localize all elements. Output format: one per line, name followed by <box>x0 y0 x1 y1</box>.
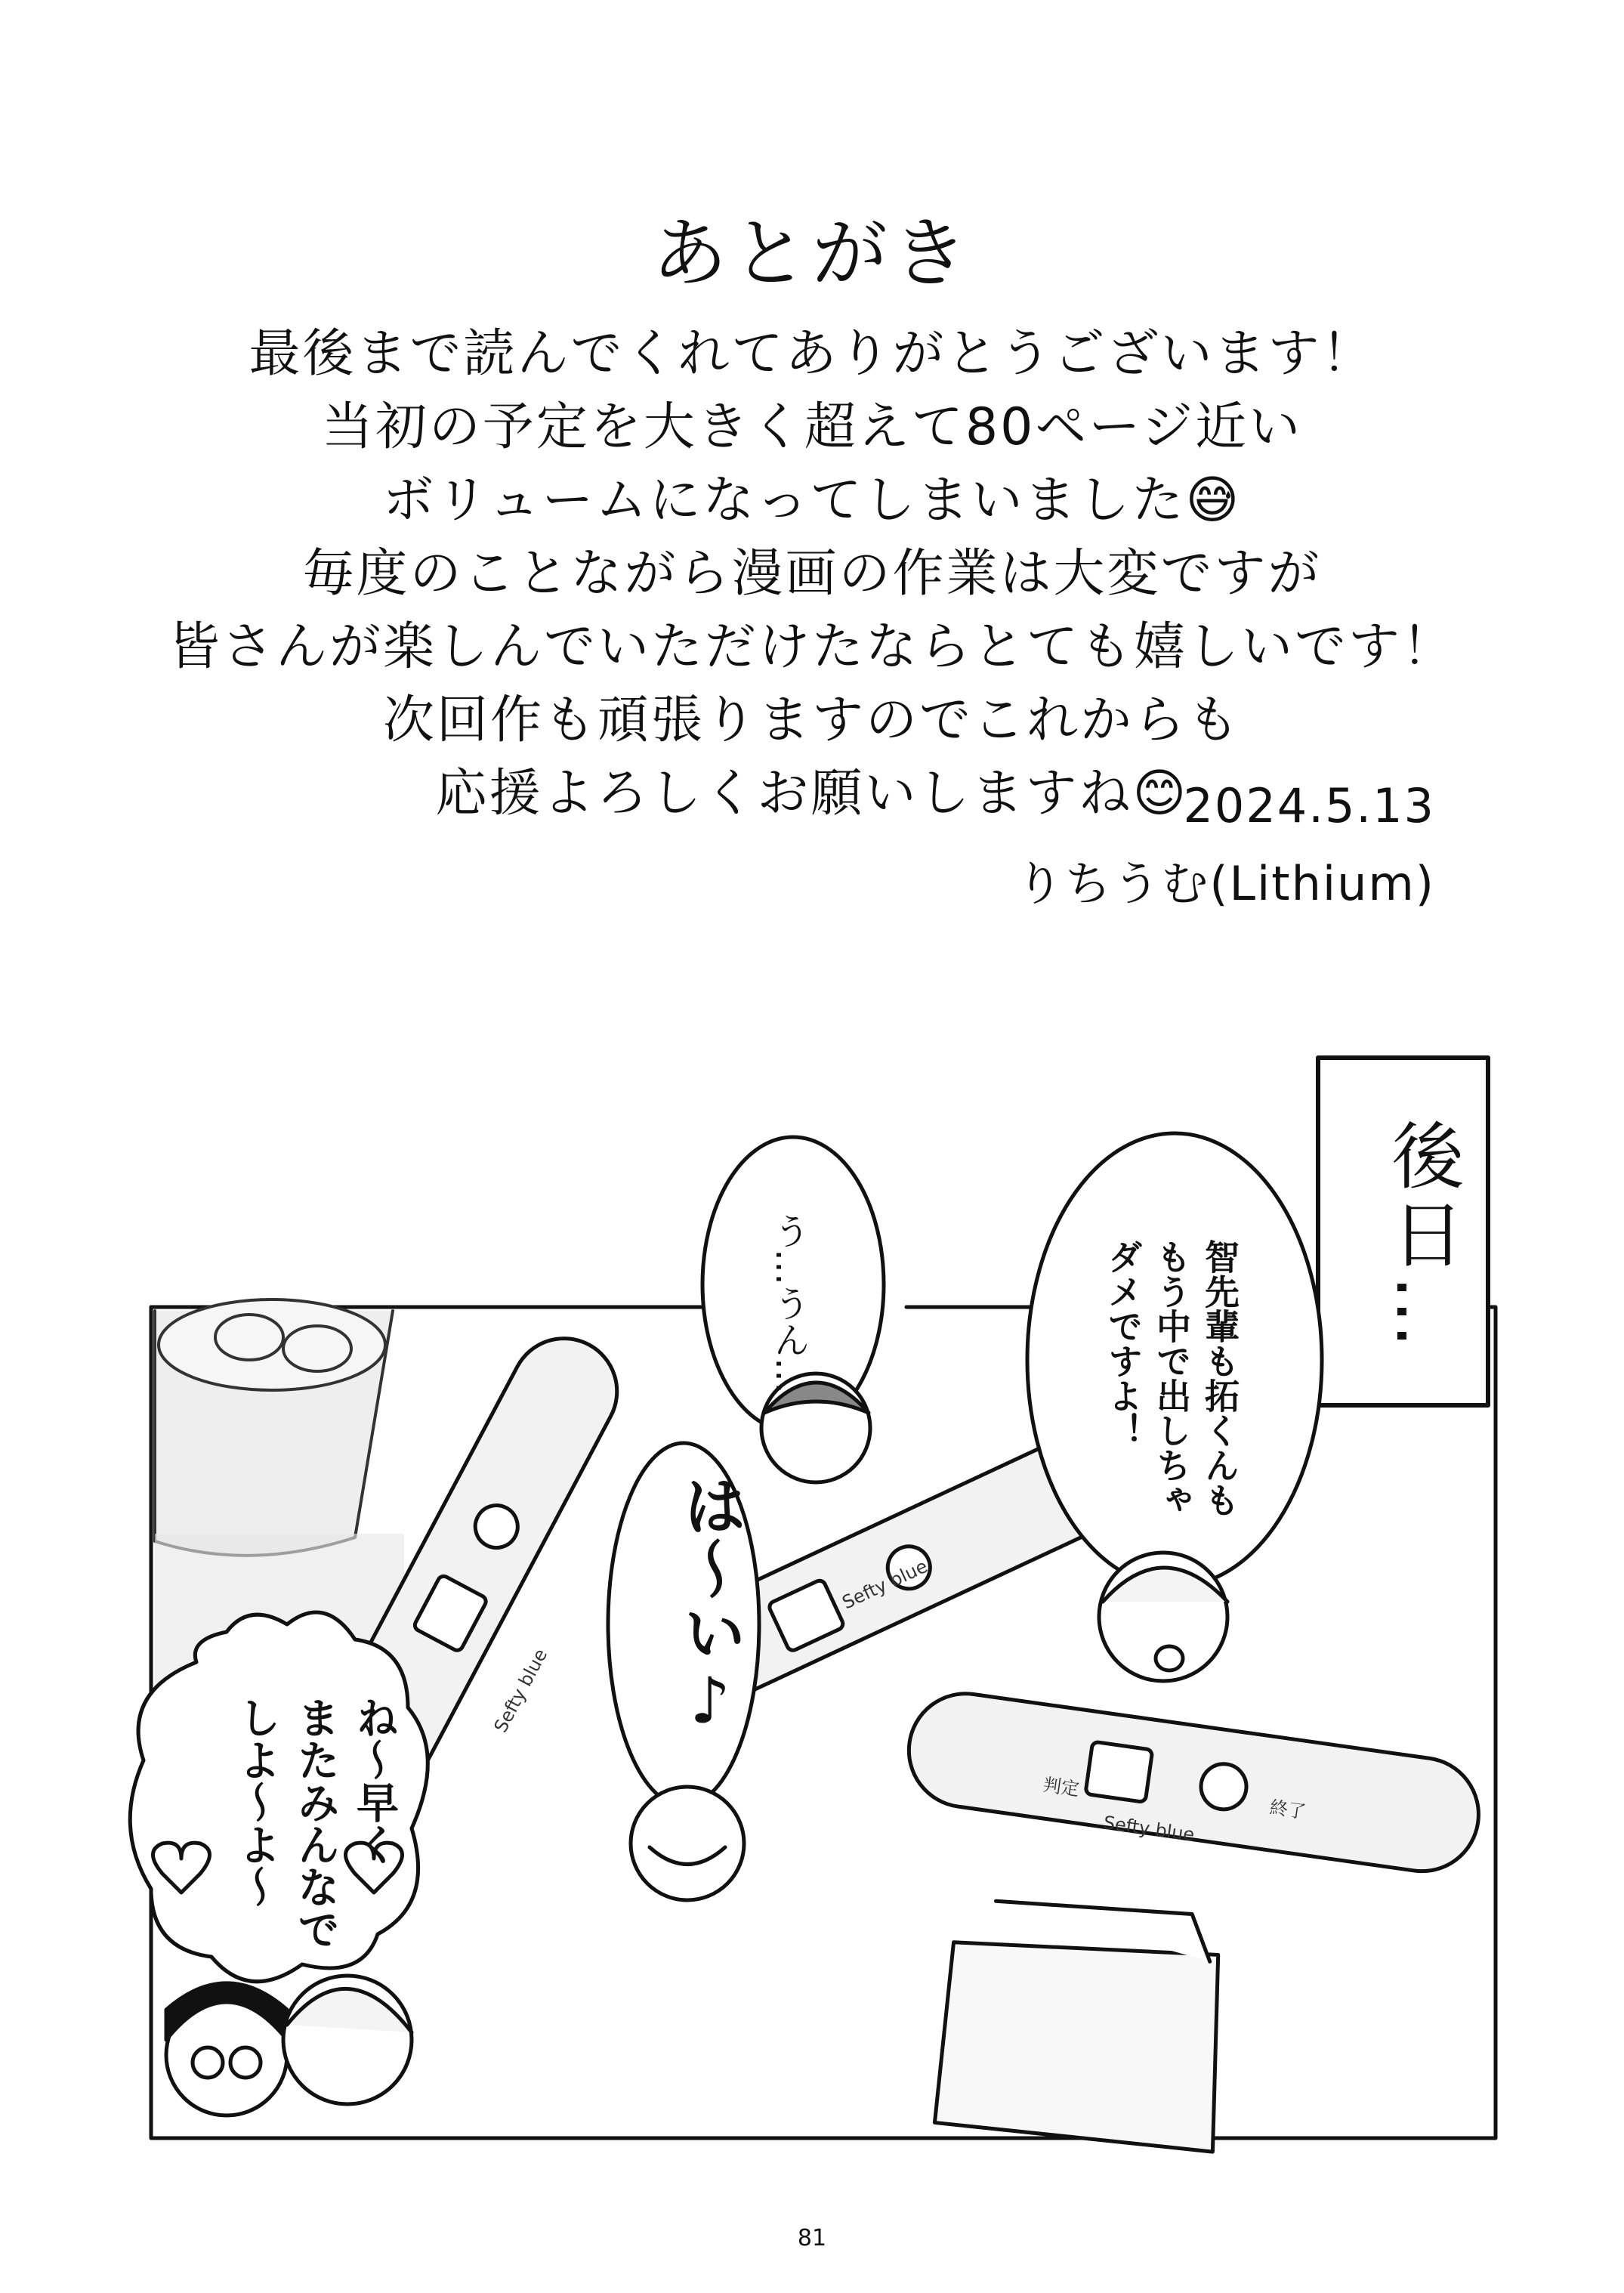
speech-line: ダメですよ！ <box>1103 1239 1144 1448</box>
speech-text-ne <box>227 1696 403 1950</box>
message-line: 応援よろしくお願いしますね😊 <box>435 764 1189 824</box>
character-smiling-head <box>631 1787 744 1900</box>
test-brand-label: Sefty blue <box>838 1555 931 1614</box>
message-line: ボリュームになってしまいました😅 <box>382 471 1242 530</box>
speech-line: またみんなで <box>291 1696 340 1950</box>
character-girl-head <box>1099 1553 1227 1681</box>
glass-drawing <box>155 1299 393 1556</box>
message-line: 毎度のことながら漫画の作業は大変ですが <box>302 544 1322 604</box>
speech-line: 智先輩も拓くんも <box>1199 1239 1240 1517</box>
message-line: 皆さんが楽しんでいただけたならとても嬉しいです！ <box>168 617 1456 677</box>
pregnancy-test-3 <box>902 1686 1486 1878</box>
speech-line: しよ〜よ〜 <box>232 1696 281 1908</box>
test-end-label: 終了 <box>1268 1797 1308 1823</box>
character-blonde-head <box>283 1976 412 2104</box>
message-line: 次回作も頑張りますのでこれからも <box>382 691 1241 750</box>
caption-text: 後日… <box>1380 1118 1465 1354</box>
signature-name: りちうむ(Lithium) <box>1016 856 1435 911</box>
message-line: 当初の予定を大きく超えて80ページ近い <box>321 397 1303 457</box>
speech-text-un: う…うん… <box>767 1213 810 1394</box>
test-brand-label: Sefty blue <box>1102 1812 1196 1846</box>
speech-line: もう中で出しちゃ <box>1151 1239 1192 1517</box>
page-number: 81 <box>797 2225 827 2251</box>
test-box <box>934 1890 1237 2152</box>
test-brand-label: Sefty blue <box>489 1645 552 1736</box>
test-result-label: 判定 <box>1042 1774 1081 1800</box>
speech-line: ね〜早く <box>350 1696 399 1865</box>
speech-text-hai: は〜い♪ <box>673 1473 747 1738</box>
message-line: 最後まで読んでくれてありがとうございます！ <box>249 324 1375 384</box>
page-title: あとがき <box>652 209 972 298</box>
character-glasses-head <box>166 1983 287 2115</box>
speech-text-tomo <box>1099 1239 1244 1517</box>
signature-date: 2024.5.13 <box>1183 778 1435 833</box>
